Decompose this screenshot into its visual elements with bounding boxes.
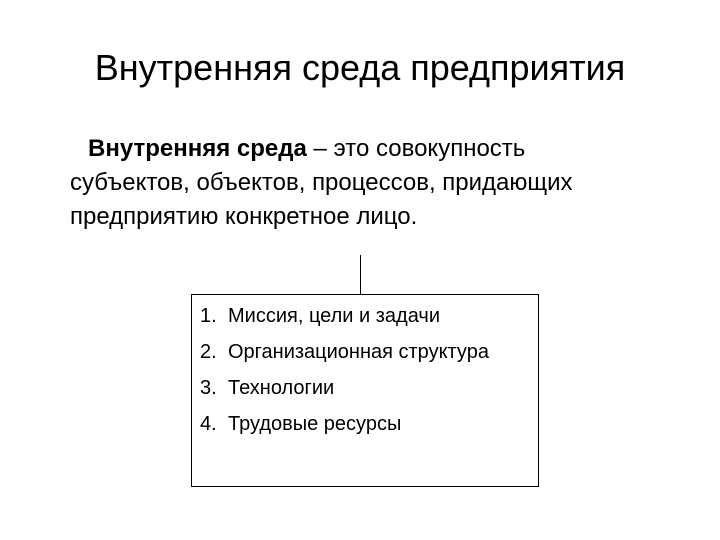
list-item [200,373,538,403]
list-item-text: Технологии [228,377,335,399]
definition-text-line1: – это совокупность [306,135,526,162]
components-list [200,301,538,439]
list-item-number: 4. [200,413,217,435]
list-item [200,301,538,331]
connector-line [360,255,361,295]
list-item-text: Трудовые ресурсы [228,413,402,435]
list-item [200,409,538,439]
list-item-number: 2. [200,341,217,363]
definition-text-line2: субъектов, объектов, процессов, придающих [70,169,573,196]
list-item [200,337,538,367]
list-item-text: Миссия, цели и задачи [228,305,441,327]
list-item-text: Организационная структура [228,341,489,363]
slide-title: Внутренняя среда предприятия [94,47,626,88]
definition-paragraph [70,132,680,234]
definition-text-line3: предприятию конкретное лицо. [70,203,418,230]
list-item-number: 1. [200,305,217,327]
components-box [191,294,539,487]
list-item-number: 3. [200,377,217,399]
definition-term: Внутренняя среда [88,135,307,162]
